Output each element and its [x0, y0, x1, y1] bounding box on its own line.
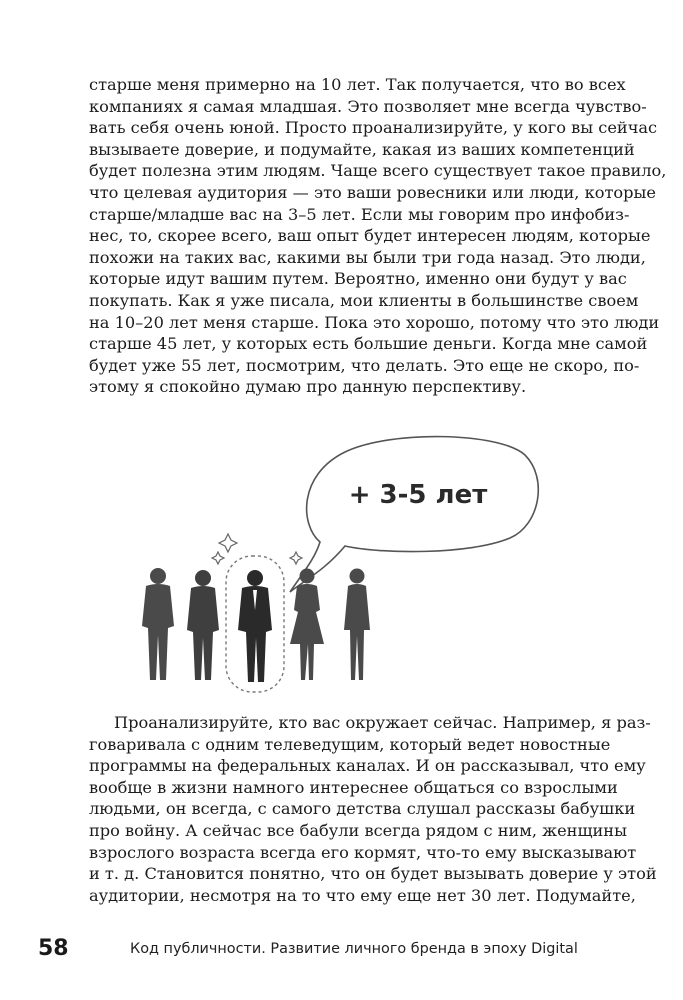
- person-figure-1: [142, 568, 174, 680]
- text-line: старше 45 лет, у которых есть большие деньги. Когда мне самой: [89, 334, 648, 354]
- sparkle-icon: [212, 534, 302, 564]
- text-line: будет полезна этим людям. Чаще всего существует такое правило,: [89, 161, 667, 181]
- text-line: вызываете доверие, и подумайте, какая из ваших компетенций: [89, 139, 635, 159]
- body-paragraph-1: [89, 74, 667, 398]
- text-line: нес, то, скорее всего, ваш опыт будет интересен людям, которые: [89, 226, 651, 246]
- text-line: вать себя очень юной. Просто проанализируйте, у кого вы сейчас: [89, 118, 658, 138]
- text-line: программы на федеральных каналах. И он рассказывал, что ему: [89, 756, 646, 776]
- text-line: компаниях я самая младшая. Это позволяет мне всегда чувство-: [89, 96, 647, 116]
- text-line: покупать. Как я уже писала, мои клиенты в большинстве своем: [89, 290, 639, 310]
- text-line: которые идут вашим путем. Вероятно, именно они будут у вас: [89, 269, 627, 289]
- person-figure-2: [187, 570, 219, 680]
- speech-bubble-text: + 3-5 лет: [348, 480, 488, 510]
- page-number: 58: [38, 936, 69, 961]
- people-illustration: [120, 430, 540, 700]
- text-line: взрослого возраста всегда его кормят, что-то ему высказывают: [89, 842, 637, 862]
- text-line: старше/младше вас на 3–5 лет. Если мы говорим про инфобиз-: [89, 204, 630, 224]
- text-line: что целевая аудитория — это ваши ровесники или люди, которые: [89, 182, 656, 202]
- text-line: людьми, он всегда, с самого детства слушал рассказы бабушки: [89, 799, 636, 819]
- text-line: Проанализируйте, кто вас окружает сейчас. Например, я раз-: [114, 713, 651, 732]
- text-line: старше меня примерно на 10 лет. Так получается, что во всех: [89, 75, 626, 94]
- text-line: на 10–20 лет меня старше. Пока это хорошо, потому что это люди: [89, 312, 660, 332]
- text-line: говаривала с одним телеведущим, который ведет новостные: [89, 734, 611, 754]
- text-line: этому я спокойно думаю про данную перспективу.: [89, 377, 527, 397]
- person-figure-highlighted: [238, 570, 272, 682]
- text-line: про войну. А сейчас все бабули всегда рядом с ним, женщины: [89, 820, 627, 840]
- text-line: похожи на таких вас, какими вы были три года назад. Это люди,: [89, 247, 646, 267]
- person-figure-5: [344, 569, 370, 681]
- speech-bubble: [290, 437, 538, 592]
- running-title: Код публичности. Развитие личного бренда в эпоху Digital: [130, 941, 578, 957]
- text-line: аудитории, несмотря на то что ему еще нет 30 лет. Подумайте,: [89, 885, 636, 905]
- text-line: будет уже 55 лет, посмотрим, что делать. Это еще не скоро, по-: [89, 355, 640, 375]
- text-line: и т. д. Становится понятно, что он будет вызывать доверие у этой: [89, 864, 657, 884]
- body-paragraph-2: [89, 712, 657, 906]
- text-line: вообще в жизни намного интереснее общаться со взрослыми: [89, 777, 618, 797]
